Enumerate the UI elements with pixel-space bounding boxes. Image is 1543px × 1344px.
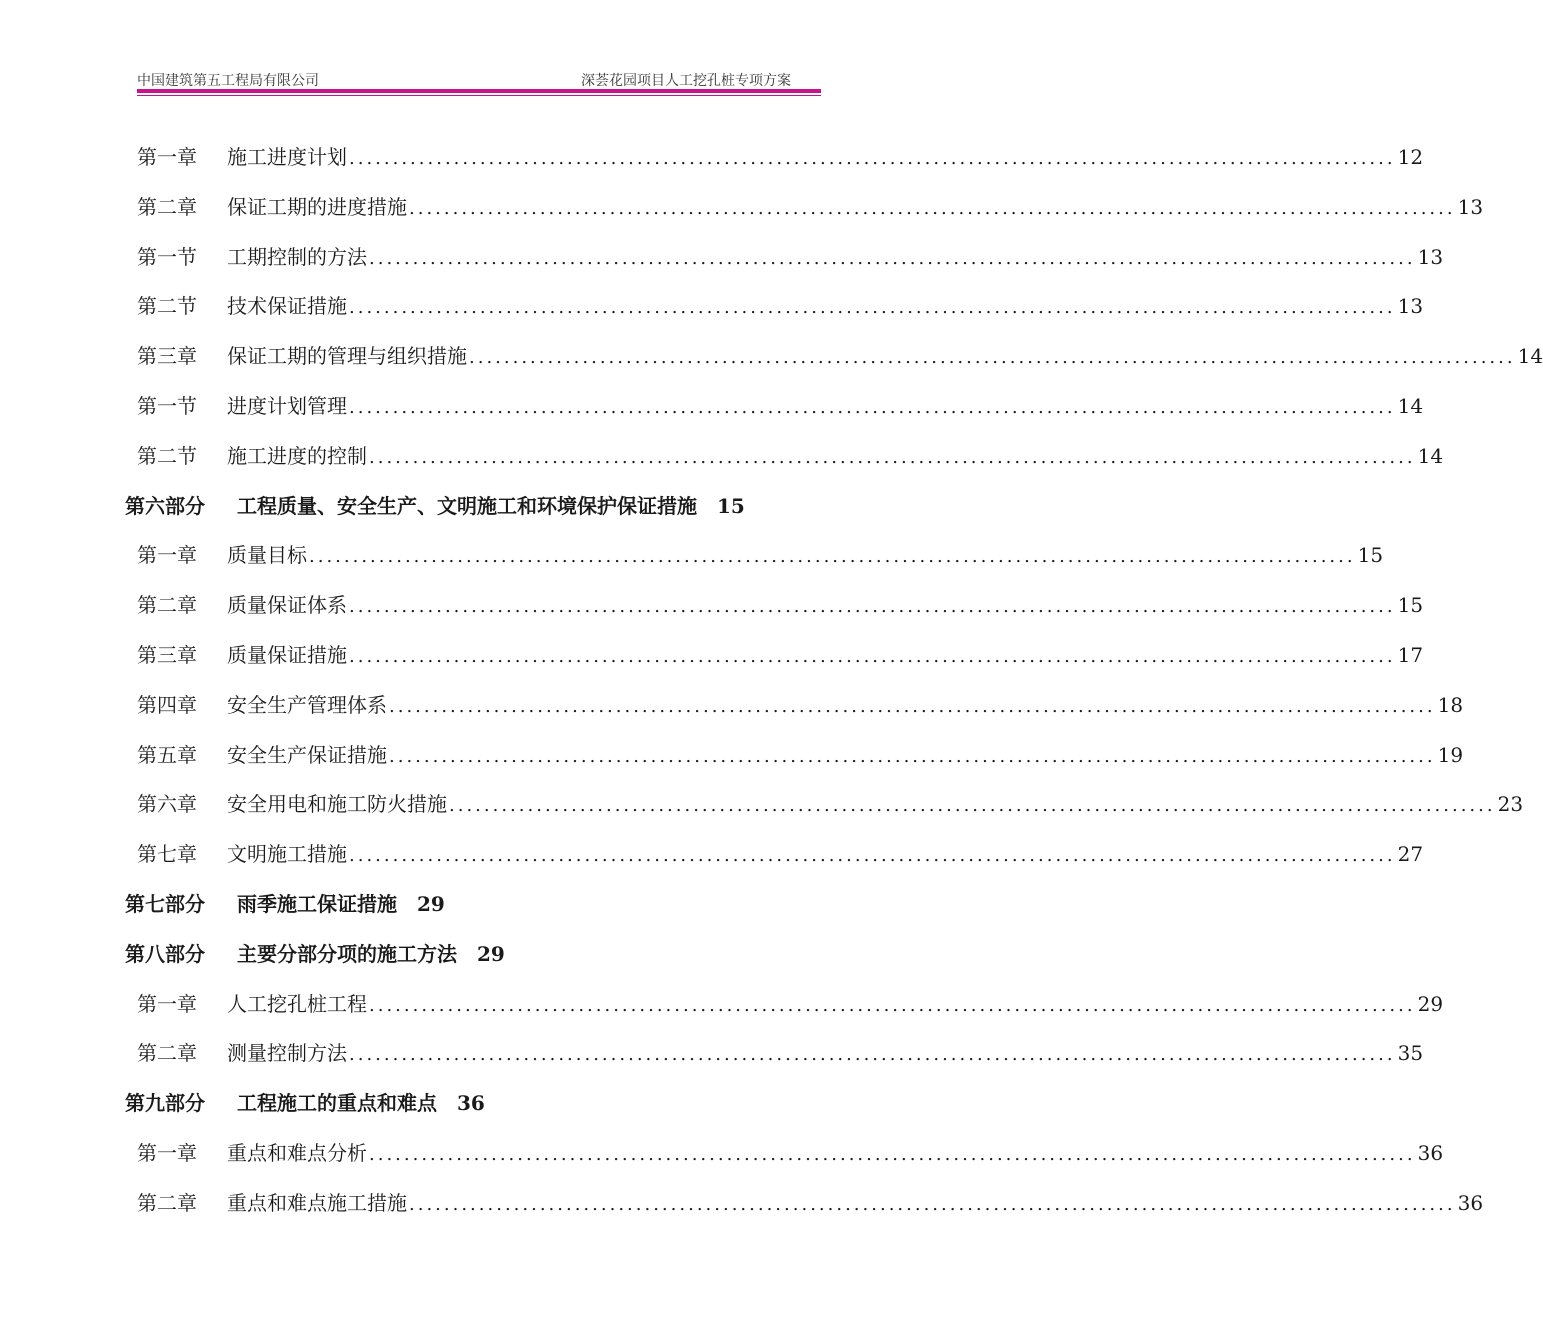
- header-doc-title: 深荟花园项目人工挖孔桩专项方案: [581, 73, 791, 89]
- toc-entry[interactable]: [137, 440, 1444, 470]
- toc-entry-number: 第一章: [137, 145, 197, 169]
- toc-dot-leader: ........................................................................................................................: [349, 1044, 1396, 1065]
- toc-entry-page: 13: [1417, 245, 1444, 269]
- toc-dot-leader: ........................................................................................................................: [349, 646, 1396, 667]
- toc-entry-number: 第一节: [137, 394, 197, 418]
- toc-entry-title: 质量保证体系: [227, 593, 347, 617]
- toc-dot-leader: ........................................................................................................................: [349, 845, 1396, 866]
- toc-entry[interactable]: [137, 739, 1464, 769]
- toc-part-heading[interactable]: [125, 1087, 485, 1117]
- toc-entry-page: 19: [1437, 743, 1464, 767]
- toc-entry-title: 工期控制的方法: [227, 245, 367, 269]
- toc-part-heading[interactable]: [125, 938, 505, 968]
- toc-entry-page: 29: [1417, 992, 1444, 1016]
- toc-entry-number: 第一章: [137, 992, 197, 1016]
- toc-part-number: 第九部分: [125, 1091, 205, 1115]
- toc-entry-title: 重点和难点施工措施: [227, 1191, 407, 1215]
- toc-entry-title: 保证工期的进度措施: [227, 195, 407, 219]
- toc-part-title: 主要分部分项的施工方法: [237, 942, 457, 966]
- toc-entry-title: 质量目标: [227, 543, 307, 567]
- toc-entry[interactable]: [137, 241, 1444, 271]
- toc-entry-title: 施工进度的控制: [227, 444, 367, 468]
- toc-entry-number: 第一章: [137, 1141, 197, 1165]
- toc-dot-leader: ........................................................................................................................: [469, 347, 1516, 368]
- toc-entry-title: 测量控制方法: [227, 1041, 347, 1065]
- toc-entry[interactable]: [137, 838, 1424, 868]
- toc-part-page: 29: [477, 942, 505, 966]
- toc-entry[interactable]: [137, 1137, 1444, 1167]
- toc-part-number: 第七部分: [125, 892, 205, 916]
- toc-dot-leader: ........................................................................................................................: [369, 995, 1416, 1016]
- toc-dot-leader: ........................................................................................................................: [349, 596, 1396, 617]
- toc-dot-leader: ........................................................................................................................: [389, 696, 1436, 717]
- toc-dot-leader: ........................................................................................................................: [369, 248, 1416, 269]
- toc-part-number: 第六部分: [125, 494, 205, 518]
- toc-entry-title: 保证工期的管理与组织措施: [227, 344, 467, 368]
- toc-dot-leader: ........................................................................................................................: [349, 397, 1396, 418]
- toc-entry-title: 技术保证措施: [227, 294, 347, 318]
- toc-entry[interactable]: [137, 689, 1464, 719]
- toc-dot-leader: ........................................................................................................................: [309, 546, 1356, 567]
- header-rule-thin: [137, 95, 821, 96]
- toc-entry-page: 36: [1457, 1191, 1484, 1215]
- toc-part-title: 工程施工的重点和难点: [237, 1091, 437, 1115]
- toc-entry-page: 14: [1517, 344, 1543, 368]
- toc-part-page: 15: [717, 494, 745, 518]
- toc-entry-page: 12: [1397, 145, 1424, 169]
- toc-entry-title: 施工进度计划: [227, 145, 347, 169]
- toc-entry-number: 第三章: [137, 344, 197, 368]
- toc-entry-title: 安全生产管理体系: [227, 693, 387, 717]
- toc-dot-leader: ........................................................................................................................: [349, 148, 1396, 169]
- toc-part-number: 第八部分: [125, 942, 205, 966]
- toc-part-title: 工程质量、安全生产、文明施工和环境保护保证措施: [237, 494, 697, 518]
- toc-entry-title: 安全生产保证措施: [227, 743, 387, 767]
- toc-entry[interactable]: [137, 988, 1444, 1018]
- toc-entry-page: 14: [1397, 394, 1424, 418]
- toc-part-title: 雨季施工保证措施: [237, 892, 397, 916]
- toc-dot-leader: ........................................................................................................................: [409, 198, 1456, 219]
- header-rule-thick: [137, 89, 821, 93]
- toc-entry[interactable]: [137, 788, 1524, 818]
- toc-entry-number: 第四章: [137, 693, 197, 717]
- toc-entry-page: 13: [1457, 195, 1484, 219]
- toc-entry-number: 第二章: [137, 195, 197, 219]
- toc-entry-title: 安全用电和施工防火措施: [227, 792, 447, 816]
- toc-entry-title: 质量保证措施: [227, 643, 347, 667]
- toc-entry-number: 第一章: [137, 543, 197, 567]
- toc-part-page: 36: [457, 1091, 485, 1115]
- toc-part-page: 29: [417, 892, 445, 916]
- toc-entry-page: 17: [1397, 643, 1424, 667]
- toc-entry-number: 第二章: [137, 1191, 197, 1215]
- toc-entry-page: 27: [1397, 842, 1424, 866]
- toc-entry-page: 15: [1357, 543, 1384, 567]
- toc-entry[interactable]: [137, 1037, 1424, 1067]
- toc-entry-page: 13: [1397, 294, 1424, 318]
- toc-dot-leader: ........................................................................................................................: [449, 795, 1496, 816]
- toc-entry-number: 第六章: [137, 792, 197, 816]
- toc-entry[interactable]: [137, 141, 1424, 171]
- toc-dot-leader: ........................................................................................................................: [349, 297, 1396, 318]
- toc-entry[interactable]: [137, 390, 1424, 420]
- toc-entry-page: 35: [1397, 1041, 1424, 1065]
- toc-entry[interactable]: [137, 639, 1424, 669]
- toc-entry[interactable]: [137, 1187, 1484, 1217]
- toc-entry-number: 第三章: [137, 643, 197, 667]
- header-company: 中国建筑第五工程局有限公司: [137, 73, 319, 89]
- toc-entry-title: 重点和难点分析: [227, 1141, 367, 1165]
- toc-dot-leader: ........................................................................................................................: [369, 1144, 1416, 1165]
- toc-entry-number: 第二章: [137, 593, 197, 617]
- toc-entry-page: 15: [1397, 593, 1424, 617]
- toc-dot-leader: ........................................................................................................................: [369, 447, 1416, 468]
- toc-dot-leader: ........................................................................................................................: [409, 1194, 1456, 1215]
- toc-entry[interactable]: [137, 290, 1424, 320]
- toc-entry-title: 进度计划管理: [227, 394, 347, 418]
- toc-entry[interactable]: [137, 539, 1384, 569]
- toc-entry-number: 第五章: [137, 743, 197, 767]
- toc-dot-leader: ........................................................................................................................: [389, 746, 1436, 767]
- toc-entry[interactable]: [137, 191, 1484, 221]
- toc-entry-title: 文明施工措施: [227, 842, 347, 866]
- toc-part-heading[interactable]: [125, 888, 445, 918]
- toc-entry-number: 第二节: [137, 294, 197, 318]
- toc-entry-page: 36: [1417, 1141, 1444, 1165]
- toc-entry-title: 人工挖孔桩工程: [227, 992, 367, 1016]
- toc-entry-page: 18: [1437, 693, 1464, 717]
- toc-entry-number: 第二章: [137, 1041, 197, 1065]
- toc-part-heading[interactable]: [125, 490, 745, 520]
- toc-entry-number: 第七章: [137, 842, 197, 866]
- toc-entry[interactable]: [137, 340, 1543, 370]
- toc-entry[interactable]: [137, 589, 1424, 619]
- toc-entry-page: 23: [1497, 792, 1524, 816]
- toc-entry-page: 14: [1417, 444, 1444, 468]
- toc-entry-number: 第一节: [137, 245, 197, 269]
- toc-entry-number: 第二节: [137, 444, 197, 468]
